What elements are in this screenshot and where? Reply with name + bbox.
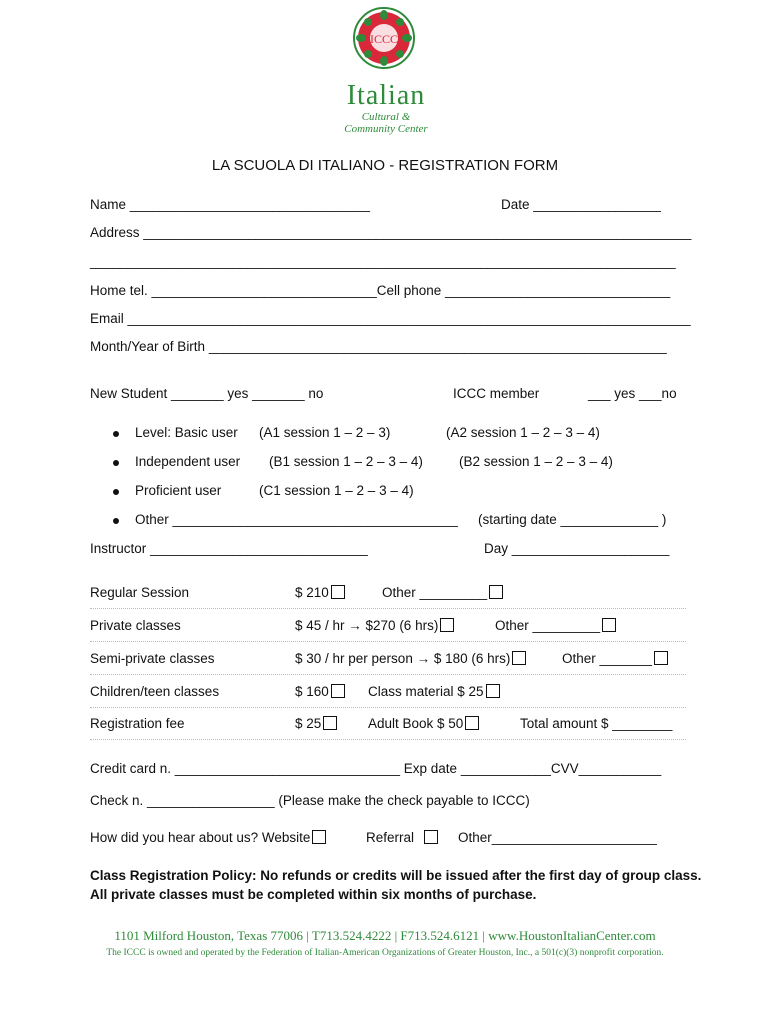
policy-line-2: All private classes must be completed within six months of purchase. — [90, 887, 537, 902]
checkbox[interactable] — [654, 651, 668, 665]
org-name: Italian — [346, 80, 426, 111]
adult-book-option[interactable]: Adult Book $ 50 — [368, 716, 479, 731]
price-option[interactable]: $ 160 — [295, 684, 345, 699]
checkbox[interactable] — [331, 585, 345, 599]
hear-about-other[interactable]: Other______________________ — [458, 830, 657, 845]
credit-card-fields[interactable]: Credit card n. ______________________________ Exp date ____________CVV___________ — [90, 761, 662, 776]
email-field[interactable]: Email ___________________________________________________________________________ — [90, 311, 691, 326]
row-divider — [90, 739, 686, 740]
price-row-label: Semi-private classes — [90, 651, 215, 666]
name-field[interactable]: Name ________________________________ — [90, 197, 371, 212]
iccc-member-options[interactable]: ___ yes ___no — [588, 386, 677, 401]
bullet-icon — [113, 518, 119, 524]
iccc-logo-icon — [352, 6, 416, 70]
form-title: LA SCUOLA DI ITALIANO - REGISTRATION FORM — [211, 157, 559, 174]
class-material-option[interactable]: Class material $ 25 — [368, 684, 500, 699]
price-row-label: Regular Session — [90, 585, 190, 600]
checkbox[interactable] — [312, 830, 326, 844]
checkbox[interactable] — [323, 716, 337, 730]
level-label: Proficient user — [135, 483, 222, 498]
level-label: Level: Basic user — [135, 425, 238, 440]
row-divider — [90, 641, 686, 642]
org-sub1: Cultural & — [361, 111, 411, 123]
row-divider — [90, 707, 686, 708]
level-option-b[interactable]: (B2 session 1 – 2 – 3 – 4) — [459, 454, 613, 469]
footer-note: The ICCC is owned and operated by the Federation of Italian-American Organizations of Greater Houston, Inc., a 501(c)(3) nonprofit corporation. — [106, 948, 664, 958]
price-row-label: Children/teen classes — [90, 684, 220, 699]
checkbox[interactable] — [512, 651, 526, 665]
hear-about-referral[interactable]: Referral — [366, 830, 438, 845]
price-other[interactable]: Other _________ — [382, 585, 503, 600]
price-row-label: Registration fee — [90, 716, 185, 731]
starting-date-field[interactable]: (starting date _____________ ) — [478, 512, 667, 527]
level-option-b[interactable]: (A2 session 1 – 2 – 3 – 4) — [446, 425, 600, 440]
checkbox[interactable] — [489, 585, 503, 599]
level-label: Independent user — [135, 454, 241, 469]
check-field[interactable]: Check n. _________________ (Please make the check payable to ICCC) — [90, 793, 530, 808]
row-divider — [90, 608, 686, 609]
date-field[interactable]: Date _________________ — [501, 197, 661, 212]
bullet-icon — [113, 489, 119, 495]
checkbox[interactable] — [331, 684, 345, 698]
level-other-field[interactable]: Other ______________________________________ — [135, 512, 458, 527]
org-sub2: Community Center — [344, 123, 428, 135]
price-other[interactable]: Other _______ — [562, 651, 668, 666]
total-amount-field[interactable]: Total amount $ ________ — [520, 716, 673, 731]
phone-fields[interactable]: Home tel. ______________________________Cell phone ______________________________ — [90, 283, 671, 298]
level-option-a[interactable]: (B1 session 1 – 2 – 3 – 4) — [269, 454, 423, 469]
price-option[interactable]: $ 30 / hr per person → $ 180 (6 hrs) — [295, 651, 526, 666]
level-option-a[interactable]: (A1 session 1 – 2 – 3) — [259, 425, 391, 440]
row-divider — [90, 674, 686, 675]
address-field[interactable]: Address _________________________________________________________________________ — [90, 225, 692, 240]
checkbox[interactable] — [602, 618, 616, 632]
bullet-icon — [113, 460, 119, 466]
birth-field[interactable]: Month/Year of Birth _____________________________________________________________ — [90, 339, 667, 354]
price-other[interactable]: Other _________ — [495, 618, 616, 633]
price-option[interactable]: $ 45 / hr → $270 (6 hrs) — [295, 618, 454, 633]
hear-about-website[interactable]: How did you hear about us? Website — [90, 830, 326, 845]
instructor-field[interactable]: Instructor _____________________________ — [90, 541, 368, 556]
policy-line-1: Class Registration Policy: No refunds or credits will be issued after the first day of group class. — [90, 868, 702, 883]
price-option[interactable]: $ 25 — [295, 716, 337, 731]
price-option[interactable]: $ 210 — [295, 585, 345, 600]
checkbox[interactable] — [424, 830, 438, 844]
level-option-a[interactable]: (C1 session 1 – 2 – 3 – 4) — [259, 483, 414, 498]
footer-address: 1101 Milford Houston, Texas 77006 | T713.524.4222 | F713.524.6121 | www.HoustonItalianCenter.com — [114, 928, 656, 943]
logo-letters: ICCC — [369, 32, 399, 46]
address-line2-field[interactable]: ______________________________________________________________________________ — [90, 254, 676, 269]
day-field[interactable]: Day _____________________ — [484, 541, 670, 556]
checkbox[interactable] — [465, 716, 479, 730]
checkbox[interactable] — [440, 618, 454, 632]
checkbox[interactable] — [486, 684, 500, 698]
iccc-member-label: ICCC member — [453, 386, 540, 401]
price-row-label: Private classes — [90, 618, 181, 633]
registration-policy — [90, 866, 701, 904]
new-student-field[interactable]: New Student _______ yes _______ no — [90, 386, 324, 401]
bullet-icon — [113, 431, 119, 437]
